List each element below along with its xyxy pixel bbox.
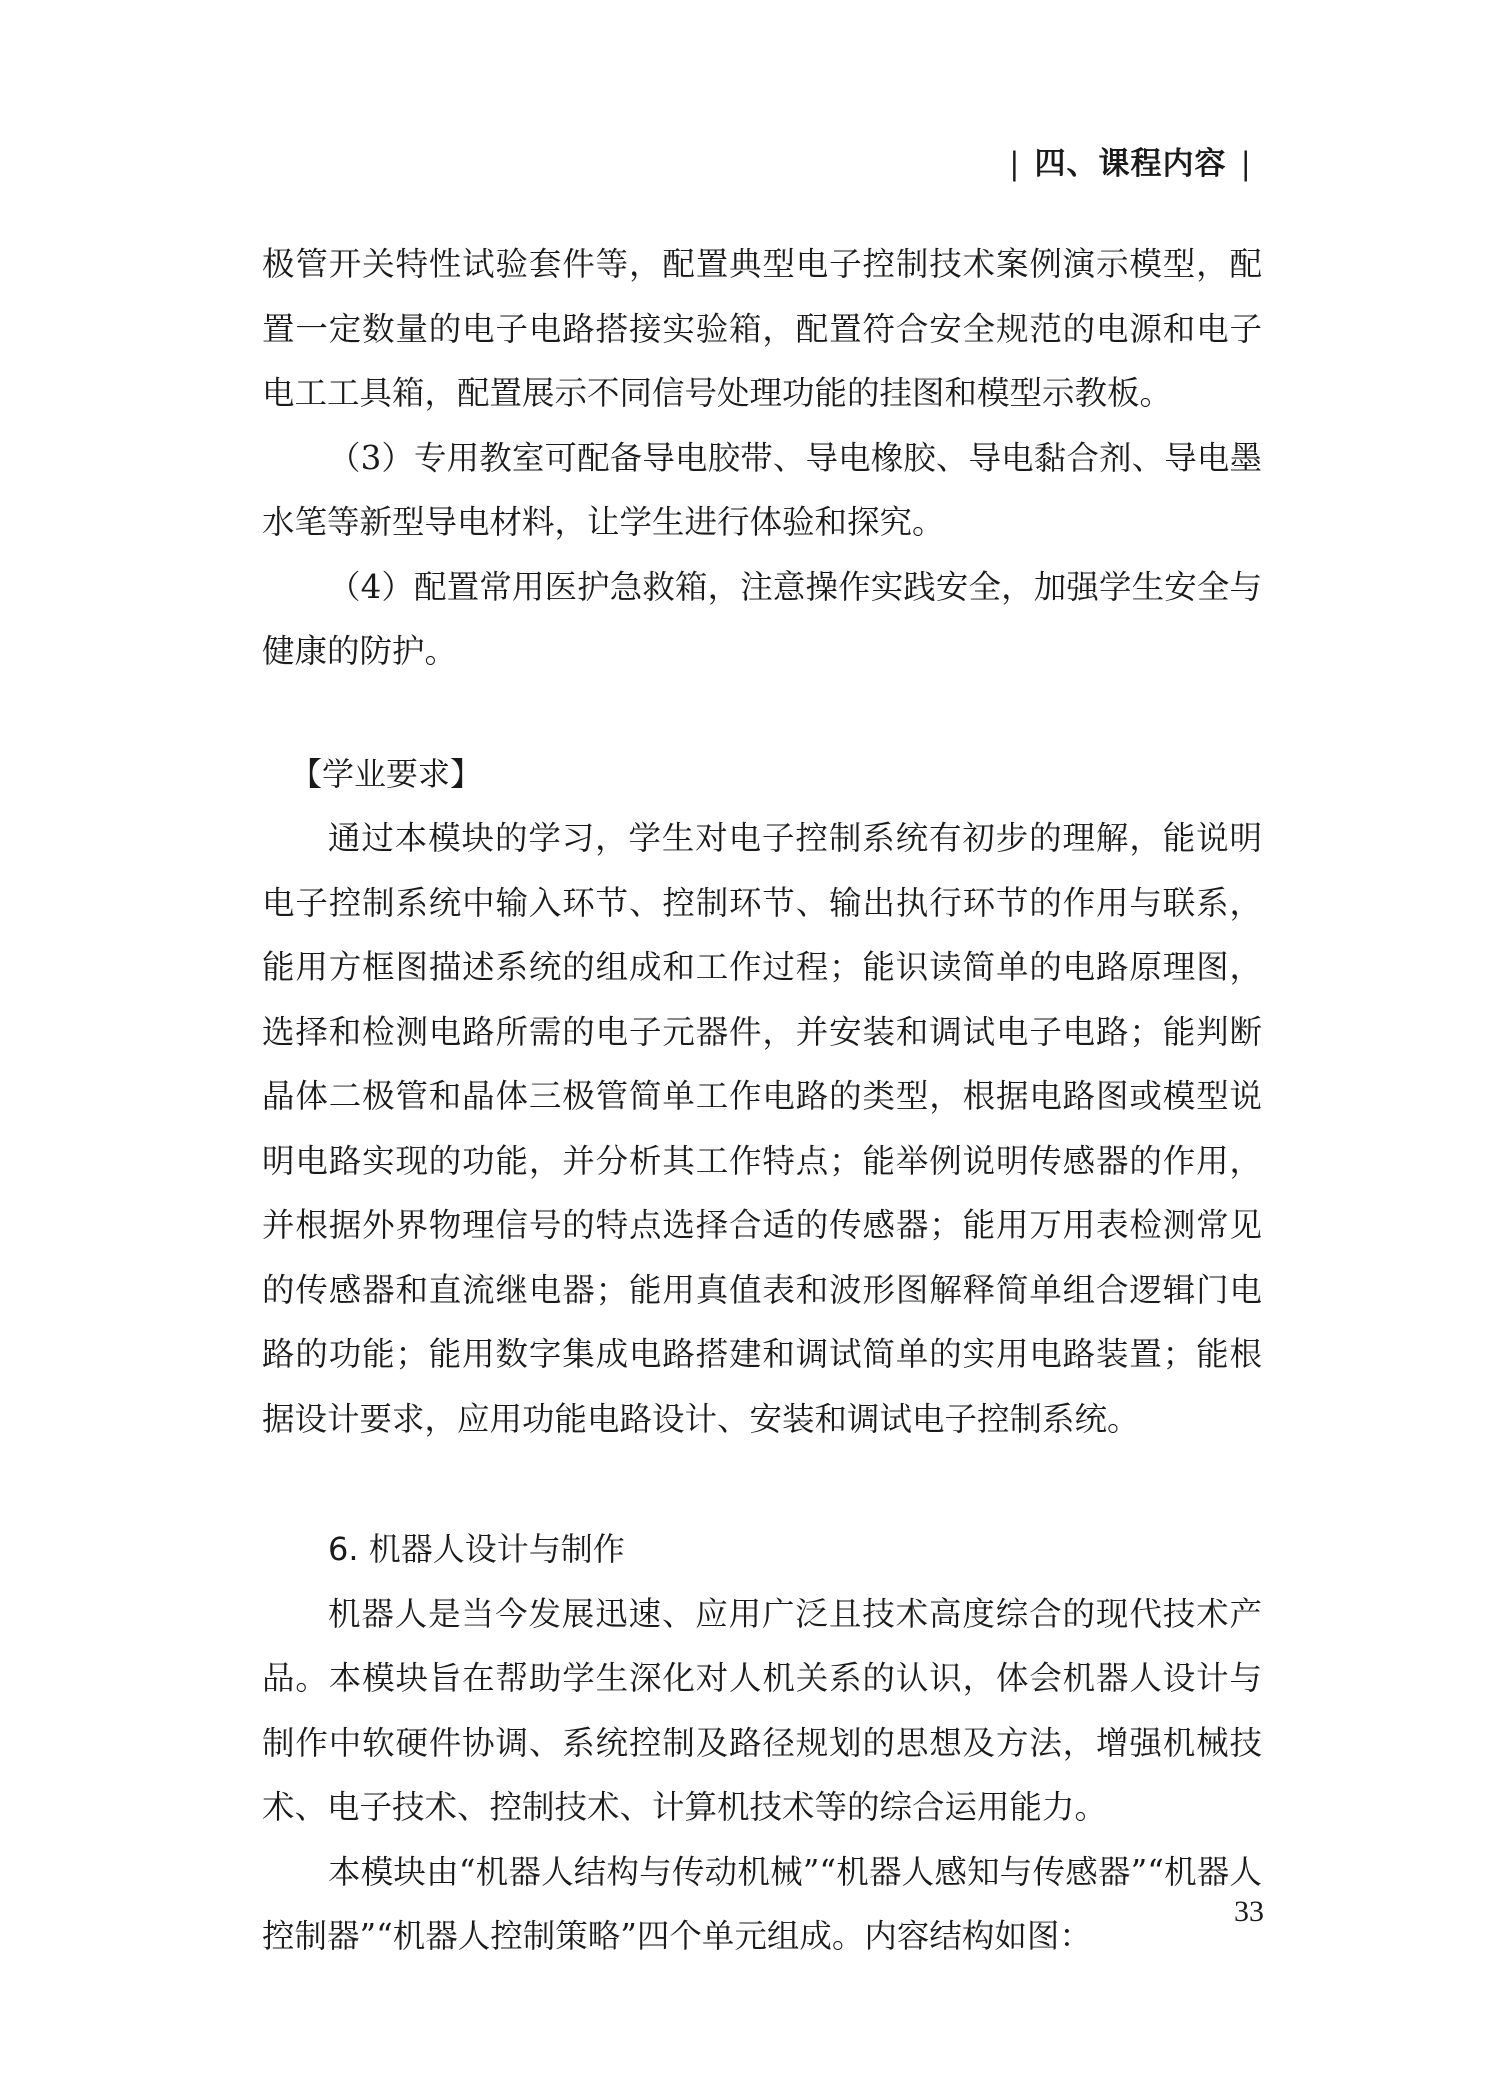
header-divider-right: | <box>1240 146 1252 182</box>
page-number: 33 <box>1234 1895 1264 1928</box>
academic-requirements-text: 通过本模块的学习，学生对电子控制系统有初步的理解，能说明电子控制系统中输入环节、控制环节、输出执行环节的作用与联系，能用方框图描述系统的组成和工作过程；能识读简单的电路原理图，选择和检测电路所需的电子元器件，并安装和调试电子电路；能判断晶体二极管和晶体三极管简单工作电路的类型，根据电路图或模型说明电路实现的功能，并分析其工作特点；能举例说明传感器的作用，并根据外界物理信号的特点选择合适的传感器；能用万用表检测常见的传感器和直流继电器；能用真值表和波形图解释简单组合逻辑门电路的功能；能用数字集成电路搭建和调试简单的实用电路装置；能根据设计要求，应用功能电路设计、安装和调试电子控制系统。 <box>262 819 1262 1438</box>
section-6-heading: 6. 机器人设计与制作 <box>328 1530 625 1568</box>
header-title: 四、课程内容 <box>1034 146 1227 182</box>
paragraph-item-4: （4）配置常用医护急救箱，注意操作实践安全，加强学生安全与健康的防护。 <box>262 567 1262 670</box>
academic-requirements-label: 【学业要求】 <box>290 754 483 793</box>
header-divider-left: | <box>1009 146 1021 182</box>
section-6-paragraph-structure: 本模块由“机器人结构与传动机械”“机器人感知与传感器”“机器人控制器”“机器人控制策略”四个单元组成。内容结构如图： <box>262 1852 1262 1955</box>
paragraph-equipment-continued: 极管开关特性试验套件等，配置典型电子控制技术案例演示模型，配置一定数量的电子电路搭接实验箱，配置符合安全规范的电源和电子电工工具箱，配置展示不同信号处理功能的挂图和模型示教板。 <box>262 245 1262 412</box>
section-6-paragraph-intro: 机器人是当今发展迅速、应用广泛且技术高度综合的现代技术产品。本模块旨在帮助学生深化对人机关系的认识，体会机器人设计与制作中软硬件协调、系统控制及路径规划的思想及方法，增强机械技术、电子技术、控制技术、计算机技术等的综合运用能力。 <box>262 1594 1262 1826</box>
page-body <box>262 232 1262 1969</box>
running-header <box>995 138 1266 183</box>
paragraph-item-3: （3）专用教室可配备导电胶带、导电橡胶、导电黏合剂、导电墨水笔等新型导电材料，让学生进行体验和探究。 <box>262 438 1262 541</box>
